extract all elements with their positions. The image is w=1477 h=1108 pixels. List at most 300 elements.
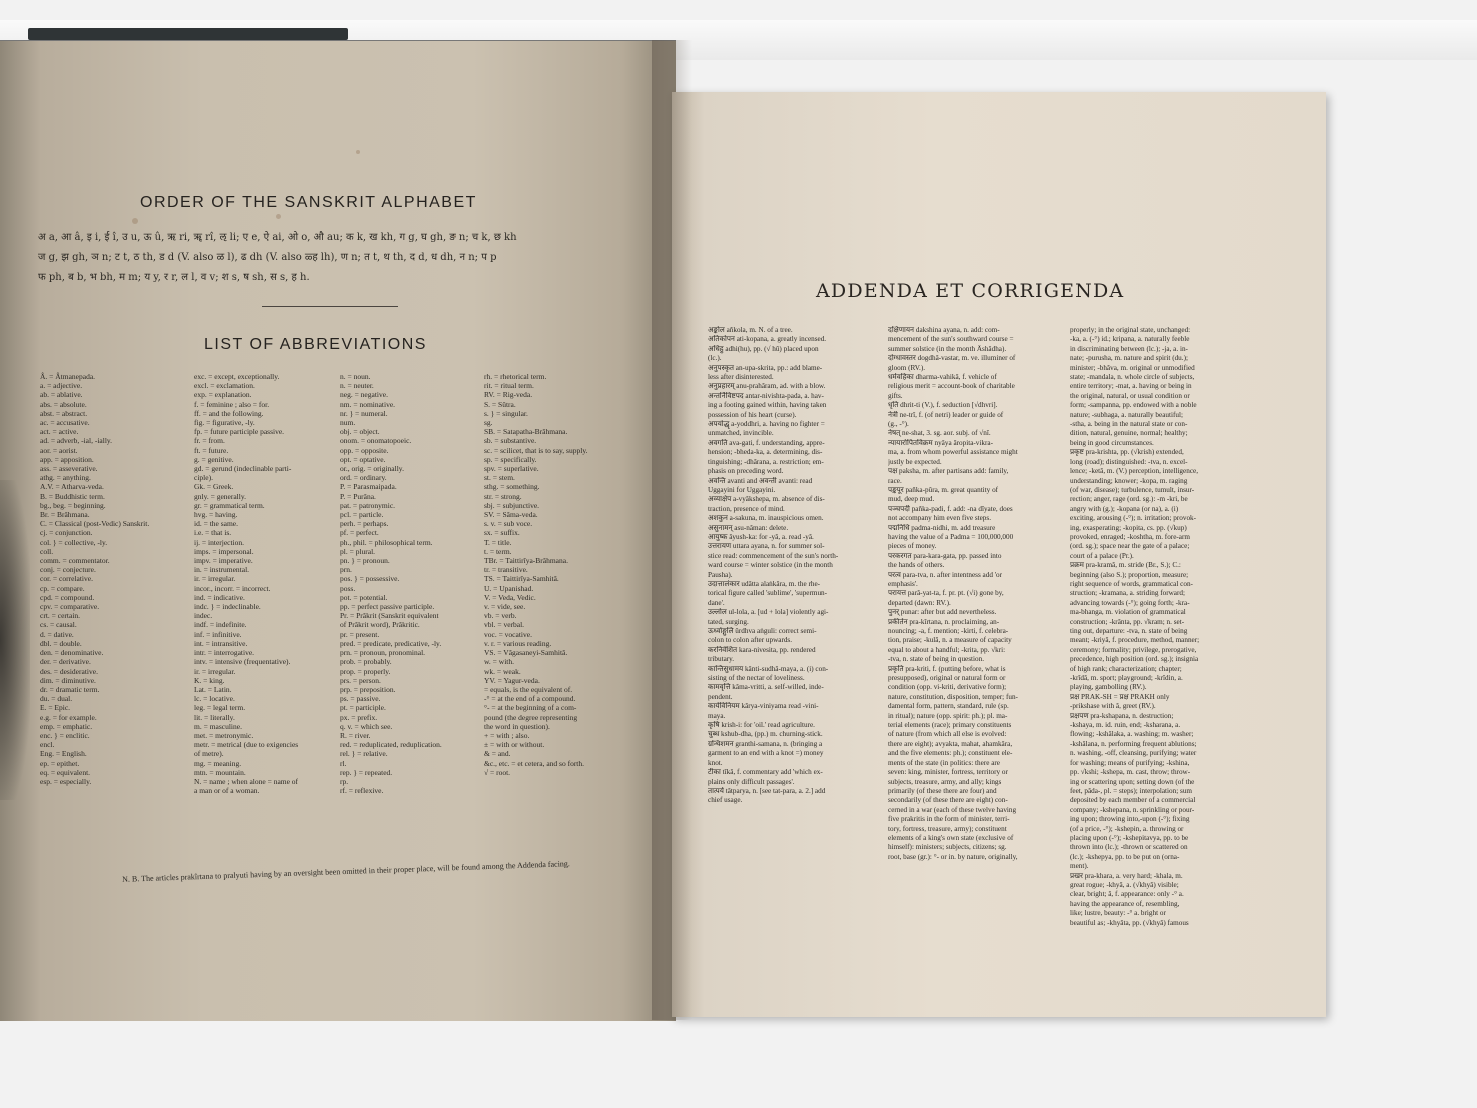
entry-line: ing a footing gained within, having taken (708, 401, 827, 410)
entry-line: g. = genitive. (194, 454, 234, 464)
entry-line: rep. } = repeated. (340, 767, 393, 777)
entry-line: understanding; knower; -kopa, m. raging (1070, 476, 1188, 485)
entry-line: crt. = certain. (40, 611, 81, 621)
entry-line: sx. = suffix. (484, 528, 520, 538)
entry-line: obj. = object. (340, 427, 380, 437)
entry-line: and the five elements: ph.); constituent ele- (888, 749, 1013, 758)
entry-line: construction; -krânta, pp. √kram; n. set- (1070, 617, 1185, 626)
entry-line: col. } = collective, -ly. (40, 537, 108, 547)
entry-line: esp. = especially. (40, 776, 92, 786)
entry-line: प्रकृति pra-kriti, f. (putting before, what is (888, 664, 1006, 673)
entry-line: K. = king. (194, 675, 225, 685)
entry-line: damental form, pattern, standard, rule (sp. (888, 702, 1009, 711)
entry-line: अतिकोपन ati-kopana, a. greatly incensed. (708, 335, 827, 344)
entry-line: lc. = locative. (194, 694, 235, 704)
entry-line: like; lustre, beauty: -° a. bright or (1070, 909, 1166, 918)
entry-line: in ritual); nature (opp. spirit: ph.); pl. ma- (888, 711, 1008, 720)
entry-line: nr. } = numeral. (340, 408, 388, 418)
entry-line: B. = Buddhistic term. (40, 491, 105, 501)
entry-line: properly; in the original state, unchanged: (1070, 326, 1191, 334)
entry-line: अशकुन a-sakuna, m. inauspicious omen. (708, 514, 824, 523)
entry-line: tr. = transitive. (484, 565, 528, 575)
entry-line: t. = term. (484, 546, 512, 556)
entry-line: a. = adjective. (40, 381, 83, 391)
entry-line: पुनर् punar: after but add nevertheless. (888, 608, 997, 617)
entry-line: indc. } = indeclinable. (194, 602, 261, 612)
abbreviations-column-2 (194, 372, 298, 795)
entry-line: id. = the same. (194, 519, 239, 529)
entry-line: Gk. = Greek. (194, 482, 234, 492)
entry-line: TS. = Taittirîya-Samhitâ. (484, 574, 559, 584)
entry-line: num. (340, 418, 356, 428)
entry-line: nature, constitution, disposition, temper; fun- (888, 692, 1018, 701)
entry-line: प्रकीर्तन pra-kîrtana, n. proclaiming, an- (888, 617, 1000, 626)
entry-line: A.V. = Atharva-veda. (40, 482, 104, 492)
entry-line: there are eight); avyakta, mahat, ahamkâra, (888, 739, 1013, 748)
entry-line: garment to an end with a knot =) money (708, 749, 824, 758)
entry-line: comm. = commentator. (40, 556, 110, 566)
entry-line: incor., incorr. = incorrect. (194, 583, 271, 593)
entry-line: voc. = vocative. (484, 629, 532, 639)
entry-line: app. = apposition. (40, 454, 94, 464)
entry-line: ir. = irregular. (194, 574, 236, 584)
entry-line: possession of his heart (curse). (708, 410, 797, 419)
entry-line: presupposed), original or natural form or (888, 674, 1006, 683)
entry-line: prop. = properly. (340, 666, 391, 676)
entry-line: gloom (RV.). (888, 363, 926, 372)
entry-line: sg. (484, 418, 493, 428)
entry-line: exciting, arousing (-°); n. irritation; provok- (1070, 514, 1197, 523)
entry-line: lit. = literally. (194, 712, 235, 722)
entry-line: (of war, disease); turbulence, tumult, insur- (1070, 485, 1195, 494)
entry-line: -krîdâ, m. sport; playground; -krîdin, a. (1070, 674, 1183, 683)
abbreviations-column-1 (40, 372, 149, 786)
entry-line: gd. = gerund (indeclinable parti- (194, 464, 292, 474)
entry-line: Lat. = Latin. (194, 684, 232, 694)
entry-line: R. = river. (340, 730, 371, 740)
entry-line: VS. = Vâgasaneyi-Samhitâ. (484, 648, 568, 658)
entry-line: athg. = anything. (40, 473, 91, 483)
entry-line: not accompany him even five steps. (888, 514, 991, 523)
entry-line: five prakritis in the form of minister, terri- (888, 815, 1010, 824)
entry-line: mud, deep mud. (888, 495, 935, 504)
entry-line: unmatched, invincible. (708, 429, 774, 438)
entry-line: (g., -°). (888, 420, 909, 429)
entry-line: उत्तरायण uttara ayana, n. for summer sol- (708, 542, 825, 551)
book-cover-edge (28, 28, 348, 40)
entry-line: tion, praise; -kulâ, n. a measure of capacity (888, 636, 1012, 645)
entry-line: mg. = meaning. (194, 758, 242, 768)
entry-line: phasis on preceding word. (708, 467, 784, 476)
entry-line: Br. = Brâhmana. (40, 510, 90, 520)
entry-line: onom. = onomatopoeic. (340, 436, 412, 446)
entry-line: ph., phil. = philosophical term. (340, 537, 433, 547)
entry-line: being in good circumstances. (1070, 438, 1154, 447)
entry-line: dr. = dramatic term. (40, 684, 100, 694)
entry-line: equal to about a handful; -krita, pp. √kri: (888, 645, 1006, 654)
entry-line: sbj. = subjunctive. (484, 500, 540, 510)
entry-line: + = with ; also. (484, 730, 530, 740)
entry-line: exp. = explanation. (194, 390, 252, 400)
entry-line: pred. = predicate, predicative, -ly. (340, 638, 442, 648)
entry-line: U. = Upanishad. (484, 583, 534, 593)
entry-line: plains only difficult passages'. (708, 777, 795, 786)
entry-line: clear, bright; â, f. appearance: only -° a. (1070, 890, 1184, 899)
entry-line: V. = Veda, Vedic. (484, 592, 536, 602)
entry-line: gifts. (888, 391, 903, 400)
entry-line: Pr. = Prâkrit (Sanskrit equivalent (340, 611, 439, 621)
entry-line: court of a palace (Pr.). (1070, 551, 1134, 560)
entry-line: company; -kshepana, n. sprinkling or pour- (1070, 805, 1195, 814)
entry-line: -° = at the end of a compound. (484, 694, 576, 704)
foxing-spot (276, 214, 281, 219)
entry-line: -kshaya, m. id. ruin, end; -ksharana, a. (1070, 721, 1181, 730)
entry-line: pot. = potential. (340, 592, 388, 602)
entry-line: cj. = conjunction. (40, 528, 93, 538)
entry-line: ir. = irregular. (194, 666, 236, 676)
entry-line: pr. = present. (340, 629, 380, 639)
entry-line: पद्मनिधि padma-nidhi, m. add treasure (888, 523, 996, 532)
entry-line: -ka, a. (-°) id.; kripana, a. naturally feeble (1070, 335, 1190, 344)
entry-line: अवगति ava-gati, f. understanding, appre- (708, 438, 825, 447)
entry-line: having the appearance of, resembling, (1070, 899, 1180, 908)
entry-line: tinguishing; -dhârana, a. restriction; em- (708, 457, 824, 466)
entry-line: of nature (from which all else is evolved: (888, 730, 1007, 739)
alphabet-line: अ a, आ â, इ i, ई î, उ u, ऊ û, ऋ ri, ॠ rî, ऌ li; ए e, ऐ ai, ओ o, औ au; क k, ख kh, ग g, घ gh, ङ n; च k, छ kh (38, 232, 517, 243)
entry-line: ab. = ablative. (40, 390, 83, 400)
entry-line: ps. = passive. (340, 694, 381, 704)
entry-line: px. = prefix. (340, 712, 378, 722)
entry-line: अव्याक्षेप a-vyâkshepa, m. absence of dis- (708, 495, 825, 504)
entry-line: E. = Epic. (40, 703, 71, 713)
entry-line: ing upon; throwing into,-upon (-°); fixing (1070, 815, 1190, 824)
entry-line: अनुपस्कृत an-upa-skrita, pp.: add blame- (708, 363, 823, 372)
entry-line: ord. = ordinary. (340, 473, 387, 483)
entry-line: Eng. = English. (40, 749, 87, 759)
entry-line: tory, fortress, treasure, army); constituent (888, 824, 1007, 833)
entry-line: प्रक्षपण pra-kshapana, n. destruction; (1070, 711, 1174, 720)
entry-line: in. = instrumental. (194, 565, 250, 575)
entry-line: N. = name ; when alone = name of (194, 776, 299, 786)
entry-line: nature; -subhaga, a. naturally beautiful; (1070, 410, 1183, 419)
entry-line: pat. = patronymic. (340, 500, 396, 510)
addenda-column-2 (888, 326, 1064, 862)
entry-line: maya. (708, 711, 726, 720)
entry-line: rection; anger, rage (ord. sg.): -m -kri, be (1070, 495, 1188, 504)
entry-line: उल्लोल ul-lola, a. [ud + lola] violently agi- (708, 608, 829, 617)
entry-line: नेत्री ne-trî, f. (of netri) leader or guide of (888, 410, 1004, 419)
entry-line: sc. = scilicet, that is to say, supply. (484, 445, 588, 455)
alphabet-line: ज g, झ gh, ञ n; ट t, ठ th, ड d (V. also ळ l), ढ dh (V. also ळ्ह lh), ण n; त t, थ th, द d, ध dh, न n; प p (38, 252, 497, 263)
entry-line: himself): ministers; subjects, citizens; sg. (888, 843, 1007, 852)
entry-line: ment). (1070, 862, 1089, 871)
entry-line: of metre). (194, 749, 224, 759)
entry-line: SV. = Sâma-veda. (484, 510, 538, 520)
entry-line: bg., beg. = beginning. (40, 500, 106, 510)
entry-line: RV. = Rig-veda. (484, 390, 533, 400)
entry-line: having the value of a Padma = 100,000,000 (888, 532, 1014, 541)
entry-line: thrown into (lc.); -thrown or scattered on (1070, 843, 1188, 852)
entry-line: pp. = perfect passive participle. (340, 602, 435, 612)
entry-line: advancing towards (-°); going forth; -kra- (1070, 598, 1190, 607)
entry-line: √ = root. (484, 767, 511, 777)
entry-line: seven: king, minister, fortress, territory or (888, 768, 1008, 777)
entry-line: cp. = compare. (40, 583, 85, 593)
entry-line: धर्मवहिका dharma-vahikâ, f. vehicle of (888, 373, 997, 382)
entry-line: sisting of the nectar of loveliness. (708, 674, 805, 683)
entry-line: असुनामन् asu-nâman: delete. (708, 523, 789, 532)
entry-line: pf. = perfect. (340, 528, 379, 538)
entry-line: rp. (340, 776, 349, 786)
entry-line: knot. (708, 758, 723, 767)
entry-line: exc. = except, exceptionally. (194, 372, 280, 381)
entry-line: ft. = future. (194, 445, 229, 455)
entry-line: nm. = nominative. (340, 399, 396, 409)
entry-line: ff. = and the following. (194, 408, 264, 418)
entry-line: chief usage. (708, 796, 743, 805)
entry-line: ass. = asseverative. (40, 464, 98, 474)
entry-line: in discriminating between (lc.); -ja, a. in- (1070, 344, 1188, 353)
entry-line: int. = intransitive. (194, 638, 248, 648)
entry-line: (ord. sg.); space near the gate of a palace; (1070, 542, 1190, 551)
entry-line: elements of a king's own state (exclusive of (888, 833, 1014, 842)
entry-line: C. = Classical (post-Vedic) Sanskrit. (40, 519, 150, 529)
entry-line: ma-bhanga, m. violation of grammatical (1070, 608, 1186, 617)
entry-line: s. v. = sub voce. (484, 519, 533, 529)
entry-line: प्रक्ष PRAK-SH = प्रक्ष PRAKH only (1070, 692, 1170, 701)
entry-line: fig. = figurative, -ly. (194, 418, 255, 428)
entry-line: neg. = negative. (340, 390, 388, 400)
entry-line: v. = vide, see. (484, 602, 526, 612)
entry-line: the word in question). (484, 721, 550, 731)
entry-line: st. = stem. (484, 473, 515, 483)
entry-line: कामवृत्ति kâma-vritti, a. self-willed, inde- (708, 683, 824, 692)
entry-line: उदात्तालंकार udâtta alaṅkâra, m. the rhe- (708, 579, 821, 588)
entry-line: excl. = exclamation. (194, 381, 255, 391)
addenda-column-1 (708, 326, 876, 806)
entry-line: hension; -bheda-ka, a. determining, dis- (708, 448, 823, 457)
abbreviations-column-3 (340, 372, 442, 795)
entry-line: ac. = accusative. (40, 418, 90, 428)
entry-line: cerned in a war (each of these twelve having (888, 805, 1017, 814)
entry-line: angry with (g.); -kopana (or na), a. (i) (1070, 504, 1179, 513)
entry-line: आयुष्क âyush-ka: for -yâ, a. read -yâ. (708, 532, 814, 541)
entry-line: m. = masculine. (194, 721, 242, 731)
entry-line: ward course = winter solstice (in the month (708, 561, 833, 570)
entry-line: justly be expected. (888, 457, 942, 466)
divider-rule (262, 306, 398, 307)
entry-line: dition, natural, genuine, normal; healthy; (1070, 429, 1188, 438)
entry-line: अङ्कोल añkola, m. N. of a tree. (708, 326, 793, 334)
entry-line: summer solstice (in the month Âshâdha). (888, 344, 1007, 353)
entry-line: sp. = specifically. (484, 454, 537, 464)
entry-line: dane'. (708, 598, 725, 607)
entry-line: root, base (gr.): °- or in. by nature, originally, (888, 852, 1018, 861)
entry-line: rel. } = relative. (340, 749, 388, 759)
entry-line: nate; -purusha, m. nature and spirit (du.); (1070, 354, 1188, 363)
entry-line: pl. = plural. (340, 546, 376, 556)
entry-line: of Prâkrit word), Prâkritic. (340, 620, 420, 630)
entry-line: कृषि krish-i: for 'oil.' read agriculture. (708, 721, 815, 730)
entry-line: placing upon (-°); -kshepitavya, pp. to be (1070, 833, 1189, 842)
entry-line: pieces of money. (888, 542, 937, 551)
entry-line: nouncing; -a, f. mention; -kirti, f. celebra- (888, 627, 1009, 635)
entry-line: pound (the degree representing (484, 712, 578, 722)
entry-line: dbl. = double. (40, 638, 82, 648)
entry-line: der. = derivative. (40, 657, 91, 667)
entry-line: sb. = substantive. (484, 436, 537, 446)
alphabet-line: फ ph, ब b, भ bh, म m; य y, र r, ल l, व v; श s, ष sh, स s, ह h. (38, 272, 310, 283)
entry-line: n. = noun. (340, 372, 371, 381)
abbreviations-title: LIST OF ABBREVIATIONS (204, 336, 427, 353)
left-page-shadow (0, 480, 30, 800)
entry-line: long (road); distinguished: -tva, n. excel- (1070, 457, 1188, 466)
entry-line: imps. = impersonal. (194, 546, 254, 556)
entry-line: for washing; means of purifying; -kshina, (1070, 758, 1190, 767)
entry-line: ciple). (194, 473, 213, 483)
entry-line: great rogue; -khyâ, a. (√khyâ) visible; (1070, 880, 1179, 889)
entry-line: perh. = perhaps. (340, 519, 389, 529)
entry-line: n. washing, -off, cleansing, purifying; water (1070, 749, 1197, 758)
entry-line: beginning (also S.); proportion, measure; (1070, 570, 1189, 579)
entry-line: P. = Parasmaipada. (340, 482, 397, 492)
entry-line: T. = title. (484, 537, 512, 547)
book-gutter (652, 40, 692, 1020)
addenda-column-3 (1070, 326, 1230, 928)
entry-line: minister; -bhâva, m. original or unmodified (1070, 363, 1195, 372)
entry-line: of high rank; characterization; chapter; (1070, 664, 1182, 673)
entry-line: Â. = Âtmanepada. (40, 372, 96, 381)
entry-line: ceremony; formality; privilege, prerogative, (1070, 645, 1197, 654)
entry-line: rf. = reflexive. (340, 786, 384, 796)
entry-line: gnly. = generally. (194, 491, 246, 501)
entry-line: precedence, high position (ord. sg.); insignia (1070, 655, 1199, 664)
entry-line: eq. = equivalent. (40, 767, 91, 777)
entry-line: indec. (194, 611, 213, 621)
entry-line: ep. = epithet. (40, 758, 80, 768)
addenda-title: ADDENDA ET CORRIGENDA (816, 280, 1125, 302)
entry-line: pendent. (708, 692, 733, 701)
entry-line: e.g. = for example. (40, 712, 97, 722)
entry-line: abst. = abstract. (40, 408, 88, 418)
entry-line: cpd. = compound. (40, 592, 95, 602)
entry-line: Uggayini for Uggayini. (708, 485, 776, 494)
entry-line: sthg. = something. (484, 482, 540, 492)
entry-line: -stha, a. being in the natural state or con- (1070, 420, 1188, 429)
entry-line: प्रक्रम pra-kramâ, m. stride (Br., S.); C.: (1070, 561, 1181, 570)
entry-line: ing or scattering upon; setting down (of the (1070, 777, 1195, 786)
entry-line: act. = active. (40, 427, 79, 437)
entry-line: intv. = intensive (frequentative). (194, 657, 291, 667)
entry-line: met. = metronymic. (194, 730, 254, 740)
entry-line: or., orig. = originally. (340, 464, 404, 474)
entry-line: दोग्धावस्तर dogdhâ-vastar, m. ve. illuminer of (888, 354, 1016, 363)
entry-line: YV. = Yagur-veda. (484, 675, 540, 685)
entry-line: ± = with or without. (484, 740, 545, 750)
entry-line: ments of the state (in politics: there are (888, 758, 1000, 767)
entry-line: str. = strong. (484, 491, 522, 501)
entry-line: red. = reduplicated, reduplication. (340, 740, 442, 750)
entry-line: दक्षिणायन dakshina ayana, n. add: com- (888, 326, 1000, 334)
entry-line: indf. = indefinite. (194, 620, 247, 630)
entry-line: तात्पर्य tâtparya, n. [see tat-para, a. 2.] add (708, 786, 826, 795)
entry-line: S. = Sûtra. (484, 399, 516, 409)
entry-line: w. = with. (484, 657, 514, 667)
entry-line: struction; -kramana, a. striding forward; (1070, 589, 1185, 598)
entry-line: टीका tîkâ, f. commentary add 'which ex- (708, 768, 823, 777)
entry-line: colon to colon after upwards. (708, 636, 793, 645)
entry-line: terial elements (race); primary constituents (888, 721, 1012, 730)
entry-line: a man or of a woman. (194, 786, 260, 796)
entry-line: deposited by each member of a commercial (1070, 796, 1196, 805)
entry-line: state; -mandala, n. whole circle of subjects, (1070, 373, 1195, 382)
entry-line: encl. (40, 740, 55, 750)
entry-line: the hands of others. (888, 561, 945, 570)
entry-line: pos. } = possessive. (340, 574, 400, 584)
entry-line: du. = dual. (40, 694, 73, 704)
entry-line: अपयोद्धृ a-yoddhri, a. having no fighter = (708, 420, 825, 429)
entry-line: -tva, n. state of being in question. (888, 655, 985, 664)
entry-line: प्रकृष्ट pra-krishta, pp. (√krish) extended, (1070, 448, 1184, 457)
entry-line: opt. = optative. (340, 454, 386, 464)
entry-line: n. = neuter. (340, 381, 374, 391)
entry-line: ad. = adverb, -ial, -ially. (40, 436, 113, 446)
entry-line: &c., etc. = et cetera, and so forth. (484, 758, 585, 768)
entry-line: emphasis'. (888, 579, 918, 588)
entry-line: vb. = verb. (484, 611, 517, 621)
entry-line: primarily (of these there are four) and (888, 786, 997, 795)
entry-line: beautiful as; -khyâta, pp. (√khyâ) famous (1070, 918, 1189, 927)
entry-line: provoked, enraged; -koshtha, m. fore-arm (1070, 532, 1190, 541)
entry-line: -kshâlana, n. performing frequent ablutions; (1070, 739, 1197, 748)
entry-line: gr. = grammatical term. (194, 500, 265, 510)
entry-line: (lc.); -kshepya, pp. to be put on (orna- (1070, 852, 1180, 861)
entry-line: पङ्कपूर pañka-pûra, m. great quantity of (888, 485, 999, 494)
entry-line: पक्ष paksha, m. after partisans add: family, (888, 467, 1009, 476)
entry-line: pt. = participle. (340, 703, 386, 713)
entry-line: tated, surging. (708, 617, 749, 626)
entry-line: den. = denominative. (40, 648, 104, 658)
entry-line: cs. = causal. (40, 620, 77, 630)
entry-line: TBr. = Taittirîya-Brâhmana. (484, 556, 568, 566)
entry-line: right sequence of words, grammatical con- (1070, 579, 1193, 588)
entry-line: & = and. (484, 749, 511, 759)
entry-line: leg. = legal term. (194, 703, 246, 713)
entry-line: °- = at the beginning of a com- (484, 703, 577, 713)
entry-line: f. = feminine ; also = for. (194, 399, 270, 409)
entry-line: flowing; -kshâlaka, a. washing; m. washer; (1070, 730, 1194, 739)
entry-line: meant; -kriyâ, f. procedure, method, manner; (1070, 636, 1200, 645)
entry-line: opp. = opposite. (340, 445, 389, 455)
entry-line: SB. = Satapatha-Brâhmana. (484, 427, 568, 437)
entry-line: चुब्ध kshub-dha, (pp.) m. churning-stick. (708, 730, 823, 739)
entry-line: des. = desiderative. (40, 666, 98, 676)
entry-line: playing, gambolling (RV.). (1070, 683, 1147, 692)
entry-line: lence; -ketâ, m. (V.) perception, intelligence, (1070, 467, 1198, 476)
entry-line: secondarily (of these there are eight) con- (888, 796, 1008, 805)
entry-line: form; -sampanna, pp. endowed with a noble (1070, 401, 1197, 410)
entry-line: rh. = rhetorical term. (484, 372, 547, 381)
entry-line: mtn. = mountain. (194, 767, 246, 777)
entry-line: prp. = preposition. (340, 684, 396, 694)
entry-line: अवन्ति avanti and अवन्ती avanti: read (708, 476, 813, 485)
entry-line: ऊर्ध्वाङ्गुलि ûrdhva aṅguli: correct semi- (708, 627, 817, 635)
entry-line: d. = dative. (40, 629, 74, 639)
entry-line: prs. = person. (340, 675, 381, 685)
entry-line: religious merit = account-book of charitable (888, 382, 1015, 391)
entry-line: mencement of the sun's southward course = (888, 335, 1014, 344)
foxing-spot (132, 218, 138, 224)
